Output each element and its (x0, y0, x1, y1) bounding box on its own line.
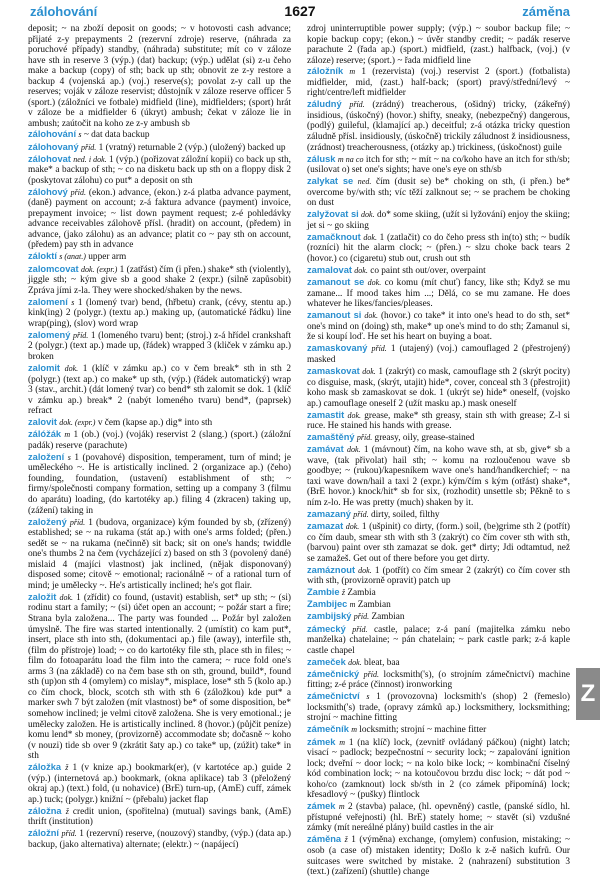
dictionary-entry (28, 452, 291, 516)
entry-part-of-speech: dok. (364, 311, 378, 321)
page-number: 1627 (284, 3, 316, 19)
dictionary-entry (28, 417, 291, 429)
entry-headword: Zambie (307, 587, 340, 598)
entry-headword: založení (28, 451, 65, 462)
entry-definition: 1 (lomený tvar) bend, (hřbetu) crank, (cévy, stentu ap.) kink(ing) 2 (polygr.) (textu ap.) making up, (automatické řádku) line wrap(ping), (slov) word wrap (28, 297, 291, 329)
entry-part-of-speech: příd. (349, 100, 365, 110)
entry-definition: castle, palace; z-á paní (majitelka zámku nebo manželka) chatelaine; ~ pán chatelain; ~ park castle park; z-á kaple castle chapel (307, 624, 571, 656)
letter-index-tab: Z (576, 668, 600, 720)
entry-headword: založený (28, 516, 67, 527)
entry-part-of-speech: s (67, 452, 71, 462)
dictionary-entry (307, 834, 570, 877)
dictionary-entry (307, 587, 570, 599)
dictionary-entry (307, 444, 570, 508)
entry-part-of-speech: dok. (358, 565, 372, 575)
entry-headword: zamazaný (307, 509, 351, 520)
entry-headword: Zambijec (307, 599, 348, 610)
dictionary-entry (307, 737, 570, 801)
entry-headword: zameček (307, 656, 346, 667)
dictionary-entry (307, 599, 570, 611)
entry-part-of-speech: příd. (353, 612, 370, 622)
dictionary-entry (307, 521, 570, 564)
entry-part-of-speech: ž (344, 835, 348, 845)
dictionary-entry (307, 565, 570, 587)
entry-headword: zálohování (28, 129, 77, 140)
entry-part-of-speech: příd. (352, 624, 368, 634)
dictionary-entry (307, 209, 570, 231)
entry-definition: itch for sth; ~ mít ~ na co/koho have an itch for sth/sb; (usilovat o) set one's sights; have one's eye on sth/sb (307, 154, 571, 176)
entry-definition: 1 (povahové) disposition, temperament, turn of mind; je uměleckého ~. He is artistically inclined. 2 (organizace ap.) (čeho) founding, foundation, (ustavení) establishment of sth; ~ firmy/společnosti company formation, setting up a company 3 (filmu do aparátu) loading, (do kartotéky ap.) filing 4 (zkracen) taking up, (zážení) taking in (28, 452, 291, 516)
dictionary-entry (307, 277, 570, 310)
entry-headword: zalomený (28, 329, 71, 340)
entry-headword: zálusk (307, 153, 336, 164)
entry-headword: záludný (307, 99, 342, 110)
dictionary-entry (28, 806, 291, 828)
right-running-headword: záměna (522, 4, 570, 19)
dictionary-entry (307, 432, 570, 444)
dictionary-entry (307, 310, 570, 343)
dictionary-entry (307, 232, 570, 265)
entry-headword: zálohový (28, 186, 68, 197)
entry-definition: 1 (zatřást) čím (i přen.) shake* sth (violently), jiggle sth; ~ kým give sb a good shake 2 (expr.) (silně zapůsobit) Zpráva jími z-la. They were shocked/shaken by the news. (28, 264, 291, 296)
entry-part-of-speech: příd. (371, 344, 387, 354)
left-column-continuation: deposit; ~ na zboží deposit on goods; ~ v hotovosti cash advance; přijaté z-y prepayments 2 (rezervní zdroje) reserve, (náhrada za poruchové případy) standby, (náhrada) substitute; mít co v záloze have sth in reserve 3 (výp.) (dat) backup; (výp.) udělat (si) z-u čeho make a backup (copy) of sth; back up sth; obnovit ze z-y restore a backup 4 (vojenská ap.) (voj.) reserve(s); povolat z-y call up the reserves; voják v záloze reservist; důstojník v záloze reserve officer 5 (sport.) (záložníci ve fotbale) midfield (line), midfielders; (sport) hrát v záloze be a midfielder 6 (úkryt) ambush; čekat v záloze lie in ambush; zaútočit na koho ze z-y ambush sb (28, 24, 291, 129)
entry-part-of-speech: m (351, 725, 357, 735)
entry-part-of-speech: m (349, 67, 356, 77)
entry-headword: zalomit (28, 362, 61, 373)
entry-definition: 1 (v knize ap.) bookmark(er), (v kartotéce ap.) guide 2 (výp.) (internetová ap.) bookmark, (okna aplikace) tab 3 (přeložený okraj ap.) (text.) fold, (u nohavice) (BrE) turn-up, (AmE) cuff, zámek ap.) tuck; (polygr.) knižní ~ (přebalu) jacket flap (28, 763, 291, 805)
entry-definition: 1 (rezervista) (voj.) reservist 2 (sport.) (fotbalista) midfielder, mid, (zast.) half-back; (sport) pravý/střední/levý ~ right/centre/left midfielder (307, 67, 570, 99)
entry-definition: 2 (stavba) palace, (hl. opevněný) castle, (panské sídlo, hl. přístupné veřejnosti) (hl. BrE) stately home; ~ stavět (si) vzdušné zámky (mít nereálné plány) build castles in the air (307, 802, 570, 834)
dictionary-entry (307, 410, 570, 432)
entry-definition: locksmith('s), (o strojním zámečnictví) machine fitting; z-é práce (činnost) ironworking (307, 669, 571, 691)
entry-part-of-speech: příd. (69, 517, 86, 527)
entry-part-of-speech: dok. (367, 278, 382, 288)
entry-part-of-speech: dok. (59, 592, 74, 602)
entry-definition: dirty, soiled, filthy (370, 510, 440, 521)
entry-definition: 1 (utajený) (voj.) camouflaged 2 (přestrojený) masked (307, 344, 571, 365)
entry-headword: zámecký (307, 623, 346, 634)
entry-definition: 1 (klíč v zámku ap.) co v čem break* sth in sth 2 (polygr.) (text ap.) co make* up sth, (výp.) (řádek automatický) wrap 3 (stav., archit.) (dát lomený tvar) co bend* sth zalomit se dok. 1 (klíč v zámku ap.) break* 2 (nabýt lomeného tvaru) bend*, (paprsek) refract (28, 363, 291, 417)
entry-headword: zálohovat (28, 153, 71, 164)
entry-part-of-speech: ž (341, 588, 346, 598)
right-column-continuation: zdroj uninterruptible power supply; (výp.) ~ soubor backup file; ~ kopie backup copy; (ekon.) ~ úvěr standby credit; ~ padák reserve parachute 2 (řada ap.) (sport.) midfield, (zast.) halfback, (voj.) (v záloze) reserve; (sport.) ~ řada midfield line (307, 24, 570, 66)
entry-definition: v čem (kapse ap.) dig* into sth (97, 418, 213, 429)
left-running-headword: zálohování (30, 4, 98, 19)
entry-headword: záložník (307, 66, 344, 77)
entry-part-of-speech: s (78, 130, 82, 140)
dictionary-entry (28, 297, 291, 330)
entry-definition: co komu (mít chuť) fancy, like sth; Když se mu zamane... If mood takes him ...; Dělá, co se mu zamane. He does whatever he likes/fancies/pleases. (307, 278, 571, 310)
entry-headword: záložka (28, 762, 62, 773)
entry-headword: zamáznout (307, 564, 356, 575)
dictionary-entry (28, 154, 291, 187)
entry-headword: zamaskovat (307, 365, 360, 376)
entry-part-of-speech: m (338, 802, 345, 812)
entry-part-of-speech: dok. (361, 210, 375, 220)
entry-definition: bleat, baa (364, 657, 400, 668)
entry-headword: zalykat se (307, 176, 354, 187)
entry-headword: záměna (307, 834, 342, 845)
entry-part-of-speech: m (349, 600, 356, 610)
entry-definition: 1 (mávnout) čím, na koho wave sth, at sb, give* sb a wave, (tak přivolat) hail sth; ~ komu na rozloučenou wave sb goodbye; ~ (rukou)/kapesníkem wave one's hand/handkerchief; ~ na taxi wave down/hail a taxi 2 (expr.) kým/čím s kým (otřást) shake*, (BrE hovor.) knock/hit* sb for six, (rozhodit) unsettle sb; Pěkně to s ním z-lo. He was pretty (much) shaken by it. (307, 445, 570, 509)
entry-headword: zálóžák (28, 429, 62, 440)
entry-part-of-speech: dok. (346, 445, 361, 455)
entry-definition: 1 (vratný) returnable 2 (výp.) (uložený) backed up (98, 142, 286, 153)
entry-part-of-speech: s (71, 297, 75, 307)
entry-definition: 1 (potřít) co čím smear 2 (zakrýt) co čím cover sth with sth, (provizorně opravit) patch up (307, 565, 571, 587)
entry-part-of-speech: ned. i dok. (73, 154, 107, 164)
entry-definition: 1 (provozovna) locksmith's (shop) 2 (řemeslo) locksmith('s) trade, (opravy zámků ap.) locksmithery, locksmithing; strojní ~ machine fitting (307, 692, 571, 724)
entry-part-of-speech: příd. (61, 829, 77, 839)
entry-part-of-speech: dok. (362, 366, 376, 376)
entry-definition: Zambian (371, 612, 405, 623)
entry-headword: zálohovaný (28, 141, 79, 152)
entry-definition: 1 (zakrýt) co mask, camouflage sth 2 (skrýt pocity) co disguise, mask, (skrýt, utajit) hide*, cover, conceal sth 3 (přestrojit) koho mask sb zamaskovat se dok. 1 (ukrýt se) hide* oneself, (vojsko ap.) camouflage oneself 2 (užít masku ap.) mask oneself (307, 366, 571, 409)
dictionary-entry (28, 251, 291, 263)
dictionary-entry (307, 611, 570, 623)
entry-headword: záložna (28, 805, 62, 816)
entry-headword: zamávat (307, 444, 344, 455)
entry-definition: 1 (výměna) exchange, (omylem) confusion, mistaking; ~ osob (a case of) mistaken identity; Došlo k z-ě našich kufrů. Our suitcases were switched by mistake. 2 (nahrazení) substitution 3 (text.) (zařízení) (shuttle) change (307, 835, 570, 878)
entry-part-of-speech: příd. (363, 669, 380, 679)
entry-definition: 1 (rezervní) reserve, (nouzový) standby, (výp.) (data ap.) backup, (jako alternativa) alternate; (elektr.) ~ (napájecí) (28, 829, 292, 851)
dictionary-entry (28, 330, 291, 363)
entry-definition: credit union, (spořitelna) (mutual) savings bank, (AmE) thrift (institution) (28, 806, 292, 828)
entry-definition: Zambia (347, 588, 376, 599)
entry-headword: záloktí (28, 251, 57, 262)
dictionary-entry (307, 724, 570, 736)
entry-part-of-speech: s (anat.) (59, 252, 86, 262)
entry-definition: Zambian (357, 600, 391, 611)
entry-headword: zámečník (307, 724, 349, 735)
dictionary-entry (28, 264, 291, 297)
dictionary-entry (28, 129, 291, 141)
entry-headword: zambijský (307, 611, 352, 622)
entry-definition: čím (dusit se) be* choking on sth, (i přen.) be* overcome by/with sth; víc těží zalknout se; ~ se prachem be choking on dust (307, 177, 571, 209)
entry-definition: 1 (ob.) (voj.) (voják) reservist 2 (slang.) (sport.) (záložní padák) reserve (parachute) (28, 430, 291, 451)
entry-definition: (ekon.) advance, (ekon.) z-á platba advance payment, (daně) payment on account; z-á faktura advance (payment) invoice, prepayment invoice; ~ list down payment request; z-é pohledávky advance receivables zálohově přísl. (hradit) on account, (předem) in advance, (jako zálohu) as an advance; platit co ~ pay sth on account, (předem) pay sth in advance (28, 187, 292, 251)
entry-part-of-speech: příd. (356, 433, 373, 443)
entry-part-of-speech: s (366, 692, 370, 702)
entry-headword: zamastit (307, 409, 345, 420)
entry-headword: založit (28, 591, 57, 602)
entry-part-of-speech: dok. (expr.) (81, 264, 118, 274)
entry-headword: zamanout se (307, 277, 365, 288)
entry-part-of-speech: dok. (345, 522, 360, 532)
entry-part-of-speech: příd. (80, 142, 97, 152)
entry-headword: zamazat (307, 521, 344, 532)
entry-headword: zamačknout (307, 231, 361, 242)
entry-definition: 1 (budova, organizace) kým founded by sb, (zřízený) established; se ~ na rukama (stát ap.) with one's arms folded; (přen.) sedět se ~ na rukama (nečinně) sit back; sit on one's hands; twiddle one's thumbs 2 na čem (vycházející z) based on sth 3 (povolený dané) mislaid 4 (majíci vlastnost) jak inclined, (nějak disponovaný) disposed some; citově ~ emotional; racionálně ~ of a rational turn of mind; je umělecky ~. He's artistically inclined; he's got flair. (28, 517, 291, 591)
entry-headword: zalomení (28, 296, 68, 307)
dictionary-entry (28, 187, 291, 251)
dictionary-entry (28, 828, 291, 850)
entry-part-of-speech: dok. (347, 410, 362, 420)
entry-headword: zámek (307, 801, 336, 812)
dictionary-entry (307, 691, 570, 724)
right-column (307, 24, 571, 878)
entry-headword: záložní (28, 828, 59, 839)
entry-headword: zamalovat (307, 265, 352, 276)
dictionary-entry (28, 592, 291, 762)
entry-definition: (zrádný) treacherous, (ošidný) tricky, (zákeřný) insidious, (úskočný) (hovor.) shifty, sneaky, (nebezpečný) dangerous, (podlý) guileful, (klamající ap.) deceitful; z-á otázka tricky question záludně přísl. insidiously, (úskočně) trickily záludnost ž insidiousness, (zrádnost) treacherousness, (otázky ap.) trickiness, (úskočnost) guile (307, 100, 570, 153)
entry-definition: ~ dat data backup (83, 130, 150, 141)
dictionary-entry (307, 99, 570, 153)
entry-definition: 1 (ušpinit) co dirty, (form.) soil, (be)grime sth 2 (potřít) co čím daub, smear sth with sth 3 (zakrýt) co čím cover sth with sth, (barvou) paint over sth zamazat se dok. get* dirty; Jdi odtamtud, než se zamažeš. Get out of there before you get dirty. (307, 522, 571, 564)
dictionary-entry (307, 176, 570, 209)
page-header (0, 0, 600, 20)
entry-headword: zalovit (28, 417, 57, 428)
entry-headword: zámečnictví (307, 691, 360, 702)
entry-headword: zamaštěný (307, 432, 355, 443)
dictionary-entry (307, 265, 570, 277)
entry-part-of-speech: příd. (72, 330, 89, 340)
entry-definition: grease, make* sth greasy, stain sth with grease; Z-l si ruce. He stained his hands with grease. (307, 410, 570, 432)
entry-part-of-speech: ned. (357, 177, 372, 187)
entry-definition: greasy, oily, grease-stained (374, 433, 475, 444)
entry-part-of-speech: m (339, 737, 346, 747)
dictionary-entry (307, 657, 570, 669)
dictionary-entry (28, 142, 291, 154)
entry-definition: 1 (na klíč) lock, (zevnitř ovládaný páčkou) (night) latch; visací ~ padlock; bezpečnostní ~ security lock; ~ zapalování ignition lock; dveřní ~ door lock; ~ na kolo bike lock; ~ kombinační číselný kód combination lock; ~ na kotoučovou brzdu disc lock; ~ dát pod ~ koho/co (zamknout) lock sb/sth in 2 (co zámek připomíná) lock; křesadlový ~ (pušky) flintlock (307, 737, 571, 801)
entry-headword: zamanout si (307, 310, 362, 321)
entry-definition: upper arm (88, 252, 127, 263)
dictionary-entry (307, 801, 570, 834)
dictionary-entry (307, 624, 570, 657)
entry-definition: co paint sth out/over, overpaint (370, 266, 486, 277)
entry-definition: 1 (zatlačit) co do čeho press sth in(to) sth; ~ budík (rozníci) hit the alarm clock; ~ (přen.) ~ slzu choke back tears 2 (hovor.) co (cigaretu) stub out, crush out sth (307, 232, 571, 264)
dictionary-entry (28, 517, 291, 592)
entry-definition: (hovor.) co take* it into one's head to do sth, set* one's mind on (doing) sth, make* up one's mind to do sth; Zamanul si, že si koupí loď. He set his heart on buying a boat. (307, 311, 571, 343)
dictionary-entry (28, 363, 291, 417)
entry-part-of-speech: dok. (expr.) (59, 418, 96, 428)
entry-part-of-speech: dok. (64, 363, 79, 373)
dictionary-entry (307, 669, 570, 691)
entry-part-of-speech: dok. (348, 657, 362, 667)
entry-part-of-speech: příd. (70, 187, 87, 197)
entry-part-of-speech: dok. (363, 232, 377, 242)
dictionary-entry (28, 762, 291, 805)
entry-part-of-speech: m na co (337, 154, 364, 164)
dictionary-entry (28, 429, 291, 451)
entry-part-of-speech: příd. (353, 510, 369, 520)
entry-part-of-speech: ž (65, 806, 69, 816)
dictionary-entry (307, 66, 570, 99)
entry-part-of-speech: ž (65, 763, 69, 773)
entry-definition: 1 (zřídit) co found, (ustavit) establish, set* up sth; ~ (si) rodinu start a family; ~ (si) účet open an account; ~ požár start a fire; Strana byla založena... The party was founded ... Požár byl založen úmyslně. The fire was started intentionally. 2 (umístit) co kam put*, insert, place sth into sth, (dokumentaci ap.) file (away), interfile sth, (film do přístroje) load; ~ co do kartotéky file sth, place sth in files; ~ film do fotoaparátu load the film into the camera; ~ ruce fold one's arms 3 (na základě) co na čem base sth on sth, ground, build*, found sth (up)on sth 4 (omylem) co mislay*, misplace, lose* sth 5 (kolo ap.) co čím chock, block, scotch sth with sth 6 (záložkou) kde put* a marker swh 7 být založen (mít vlastnost) be* of some disposition, be* somehow inclined; je velmi citově založena. She is very emotional.; je umělecky založen. He is artistically inclined. 8 (hovor.) (půjčit peníze) komu lend* sb money, (provizorně) accommodate sb; dočasně ~ koho (v nouzi) tide sb over 9 (zkrátit šaty ap.) co take* up, (zúžit) take* in sth (28, 592, 292, 762)
entry-part-of-speech: m (64, 430, 71, 440)
dictionary-entry (307, 154, 570, 176)
entry-definition: locksmith; strojní ~ machine fitter (359, 725, 487, 736)
entry-definition: 1 (výp.) (pořizovat záložní kopii) co back up sth, make* a backup of sth; ~ co na disketu back up sth on a floppy disk 2 (poskytovat zálohu) co put* a deposit on sth (28, 154, 291, 186)
entry-part-of-speech: dok. (354, 266, 368, 276)
entry-headword: zámek (307, 736, 336, 747)
entry-headword: zamaskovaný (307, 343, 368, 354)
entry-definition: do* some skiing, (užít si lyžování) enjoy the skiing; jet si ~ go skiing (307, 210, 570, 231)
entry-headword: zámečnický (307, 668, 360, 679)
left-column (28, 24, 291, 854)
dictionary-entry (307, 343, 570, 365)
entry-headword: zalomcovat (28, 263, 79, 274)
dictionary-entry (307, 509, 570, 521)
entry-headword: zalyžovat si (307, 209, 359, 220)
dictionary-entry (307, 366, 570, 409)
entry-definition: 1 (lomeného tvaru) bent; (stroj.) z-á hřídel crankshaft 2 (polygr.) (text ap.) made up, (řádek) wrapped 3 (kliček v zámku ap.) broken (28, 330, 291, 362)
